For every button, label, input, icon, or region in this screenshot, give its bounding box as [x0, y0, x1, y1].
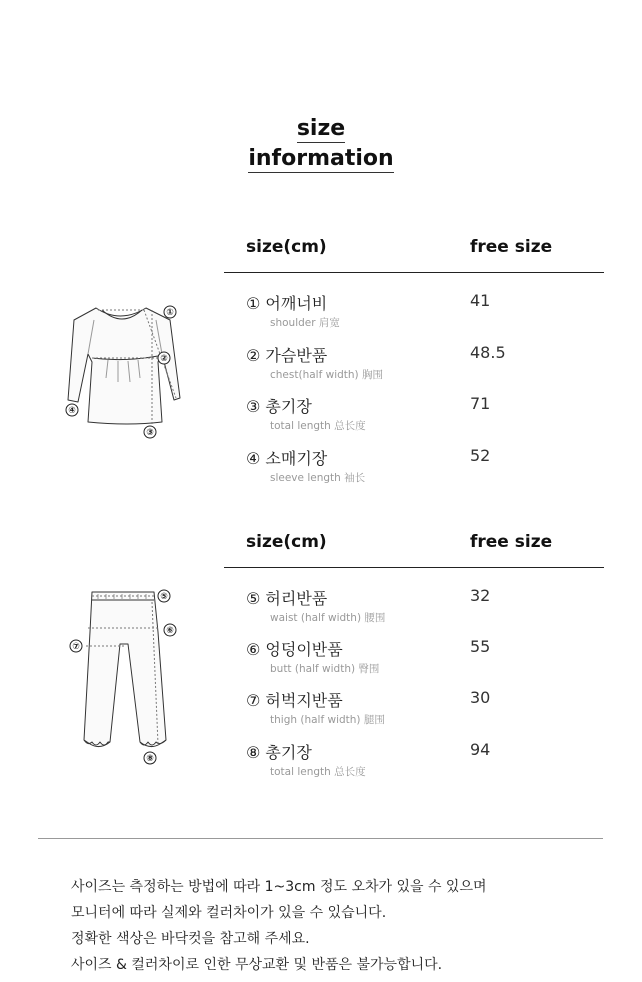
size-row-thigh	[246, 688, 606, 732]
row-label: ③ 총기장	[246, 397, 312, 416]
marker-2: ②	[160, 354, 168, 364]
row-value: 71	[470, 394, 491, 413]
note-line-3: 정확한 색상은 바닥컷을 참고해 주세요.	[71, 931, 310, 947]
marker-4: ④	[68, 406, 76, 416]
pants-illustration	[62, 584, 182, 768]
size-row-sleeve	[246, 446, 606, 490]
row-sublabel: total length 总长度	[270, 766, 366, 778]
size-row-pants-length	[246, 740, 606, 784]
size-row-butt	[246, 637, 606, 681]
marker-5: ⑤	[160, 592, 168, 602]
title-line-2: information	[248, 146, 394, 171]
marker-3: ③	[146, 428, 154, 438]
bottom-table-header-size: size(cm)	[246, 532, 327, 552]
row-sublabel: chest(half width) 胸围	[270, 369, 383, 381]
top-garment-illustration	[58, 298, 186, 443]
row-value: 32	[470, 586, 491, 605]
row-label: ⑦ 허벅지반품	[246, 691, 343, 710]
row-label: ⑥ 엉덩이반품	[246, 640, 343, 659]
note-line-2: 모니터에 따라 실제와 컬러차이가 있을 수 있습니다.	[71, 905, 387, 921]
bottom-table-rule	[224, 567, 604, 568]
row-label: ④ 소매기장	[246, 449, 328, 468]
top-table-header-free-size: free size	[470, 237, 553, 257]
row-value: 55	[470, 637, 491, 656]
marker-6: ⑥	[166, 626, 174, 636]
size-row-shoulder	[246, 291, 606, 335]
row-value: 94	[470, 740, 491, 759]
top-table-rule	[224, 272, 604, 273]
row-sublabel: butt (half width) 臀围	[270, 663, 380, 675]
row-label: ⑧ 총기장	[246, 743, 312, 762]
note-line-1: 사이즈는 측정하는 방법에 따라 1~3cm 정도 오차가 있을 수 있으며	[71, 879, 487, 895]
title-line-1: size	[296, 116, 346, 141]
top-table-header-size: size(cm)	[246, 237, 327, 257]
row-label: ① 어깨너비	[246, 294, 328, 313]
row-label: ② 가슴반품	[246, 346, 328, 365]
marker-8: ⑧	[146, 754, 154, 764]
row-label: ⑤ 허리반품	[246, 589, 328, 608]
marker-1: ①	[166, 308, 174, 318]
row-value: 30	[470, 688, 491, 707]
row-sublabel: sleeve length 袖长	[270, 472, 366, 484]
row-sublabel: total length 总长度	[270, 420, 366, 432]
row-sublabel: thigh (half width) 腿围	[270, 714, 385, 726]
notes-divider	[38, 838, 603, 839]
row-sublabel: waist (half width) 腰围	[270, 612, 386, 624]
size-row-total-length	[246, 394, 606, 438]
row-sublabel: shoulder 肩宽	[270, 317, 340, 329]
row-value: 52	[470, 446, 491, 465]
size-row-waist	[246, 586, 606, 630]
size-row-chest	[246, 343, 606, 387]
bottom-table-header-free-size: free size	[470, 532, 553, 552]
note-line-4: 사이즈 & 컬러차이로 인한 무상교환 및 반품은 불가능합니다.	[71, 957, 443, 973]
row-value: 41	[470, 291, 491, 310]
marker-7: ⑦	[72, 642, 80, 652]
row-value: 48.5	[470, 343, 506, 362]
